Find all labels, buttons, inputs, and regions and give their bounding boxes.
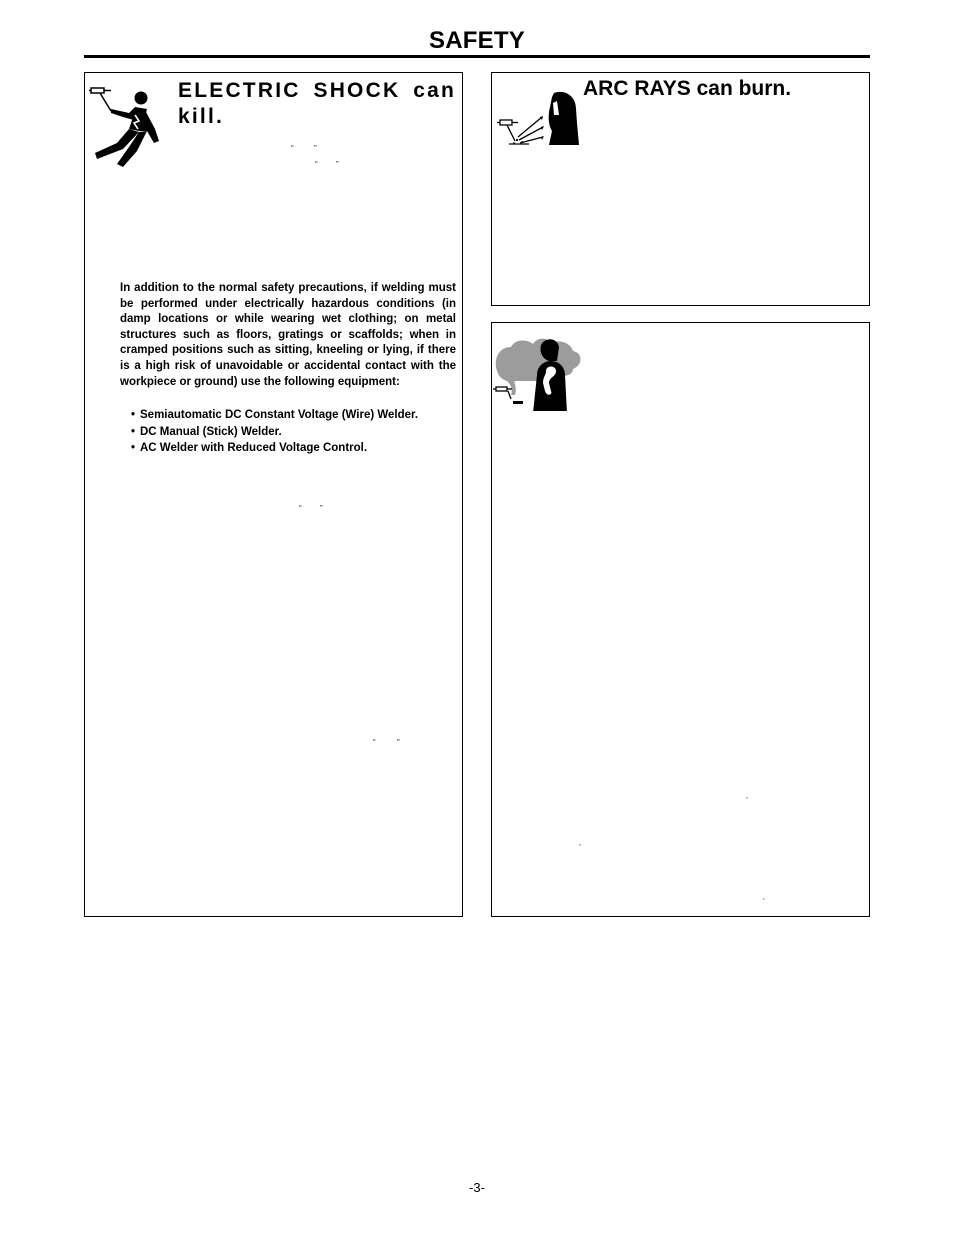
- bullet: •: [131, 409, 136, 421]
- equipment-item-label: DC Manual (Stick) Welder.: [140, 425, 282, 438]
- title-rule: [84, 55, 870, 58]
- bullet: •: [131, 442, 136, 454]
- electric-shock-section: [84, 72, 463, 917]
- apostrophe: ‘: [763, 897, 765, 906]
- quote-open: “: [373, 738, 376, 747]
- quote-close: ”: [336, 160, 339, 169]
- apostrophe: ’: [746, 796, 748, 805]
- fumes-and-gases-section: [491, 322, 870, 917]
- list-item: [131, 424, 456, 441]
- quote-close: ”: [397, 738, 400, 747]
- equipment-item-label: AC Welder with Reduced Voltage Control.: [140, 442, 368, 454]
- welding-fumes-person-icon: [493, 331, 585, 411]
- equipment-list: [131, 407, 456, 457]
- quote-close: ”: [320, 504, 323, 513]
- equipment-item-label: Semiautomatic DC Constant Voltage (Wire) Welder.: [140, 409, 419, 421]
- quote-open: “: [315, 160, 318, 169]
- electric-shock-heading: ELECTRIC SHOCK can kill.: [178, 79, 456, 128]
- arc-rays-welder-helmet-icon: [497, 87, 579, 147]
- apostrophe: ’: [579, 843, 581, 852]
- list-item: [131, 407, 456, 424]
- arc-rays-section: [491, 72, 870, 306]
- electric-shock-person-icon: [89, 79, 169, 167]
- quote-open: “: [291, 144, 294, 153]
- quote-close: ”: [314, 144, 317, 153]
- page-title: SAFETY: [429, 27, 525, 54]
- arc-rays-heading: ARC RAYS can burn.: [583, 77, 792, 100]
- bullet: •: [131, 425, 136, 438]
- page-number: -3-: [469, 1180, 485, 1195]
- list-item: [131, 440, 456, 457]
- hazardous-conditions-paragraph: In addition to the normal safety precautions, if welding must be performed under electrically hazardous conditions (in damp locations or while wearing wet clothing; on metal structures such as floors, gratings or scaffolds; when in cramped positions such as sitting, kneeling or lying, if there is a high risk of unavoidable or accidental contact with the workpiece or ground) use the following equipment:: [120, 282, 456, 388]
- quote-open: “: [299, 504, 302, 513]
